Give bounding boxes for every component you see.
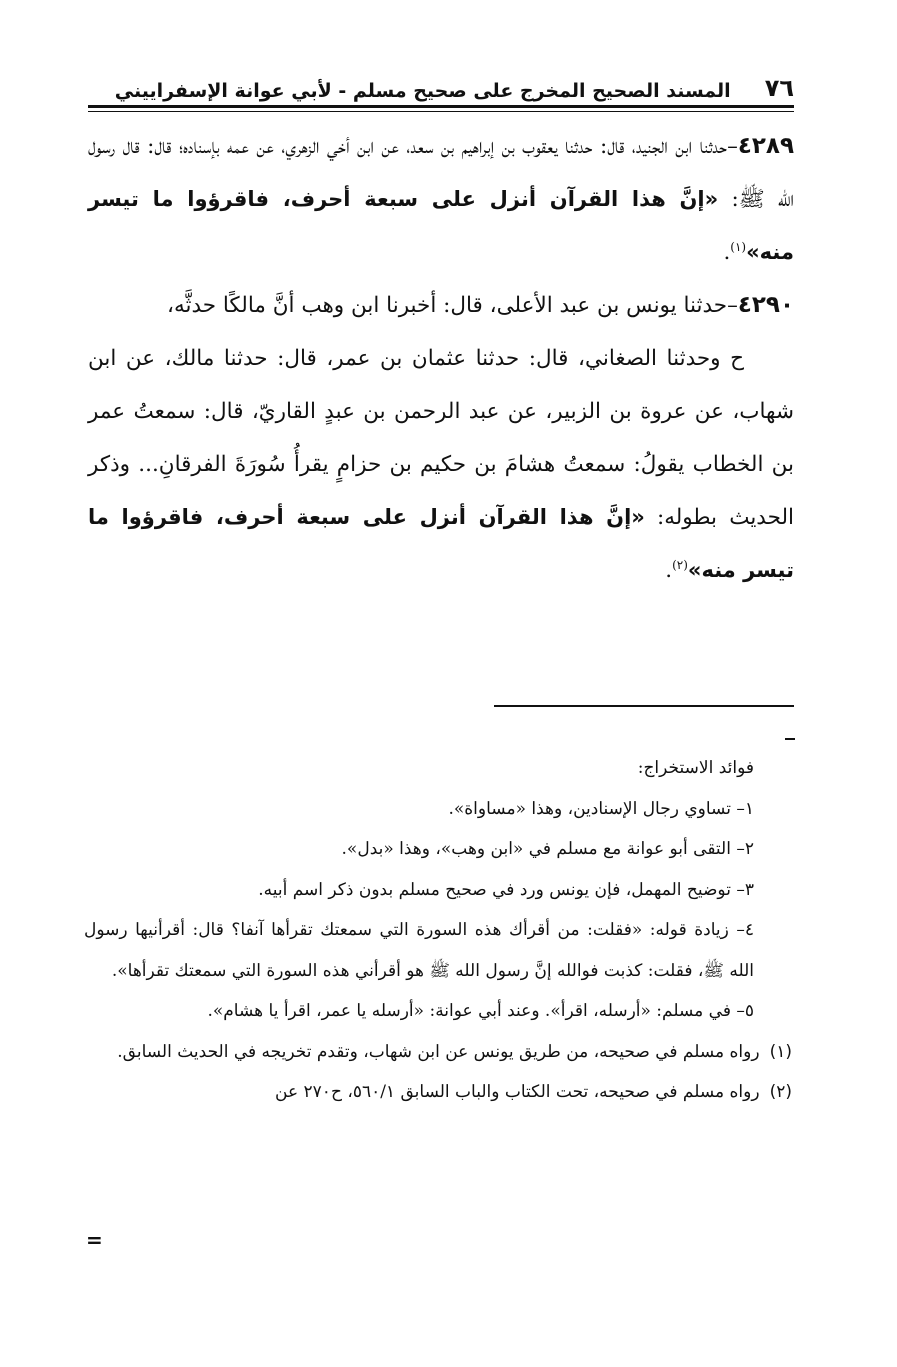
footnote-text: رواه مسلم في صحيحه، من طريق يونس عن ابن شهاب، وتقدم تخريجه في الحديث السابق. — [117, 1041, 760, 1062]
hadith-text: –حدثنا ابن الجنيد، قال: حدثنا يعقوب بن إبراهيم بن سعد، عن ابن أخي الزهري، عن عمه بإسناده؛ قال: قال رسول الله ﷺ: — [88, 134, 794, 212]
main-text — [88, 120, 794, 597]
benefit-item: ٣– توضيح المهمل، فإن يونس ورد في صحيح مسلم بدون ذكر اسم أبيه. — [258, 879, 754, 900]
hadith-end: . — [665, 558, 673, 583]
hadith-4289 — [88, 120, 794, 279]
hadith-text: ح وحدثنا الصغاني، قال: حدثنا عثمان بن عمر، قال: حدثنا مالك، عن ابن شهاب، عن عروة بن الزبير، عن عبد الرحمن بن عبدٍ القاريّ، قال: سمعتُ عمر بن الخطاب يقولُ: سمعتُ هشامَ بن حكيم بن حزامٍ يقرأُ سُورَةَ الفرقانِ... وذكر الحديث بطوله: — [88, 346, 794, 530]
footnote-number: (١) — [769, 1041, 792, 1062]
benefit-item: ٥– في مسلم: «أرسله، اقرأ». وعند أبي عوانة: «أرسله يا عمر، اقرأ يا هشام». — [207, 1001, 754, 1021]
benefit-item: ١– تساوي رجال الإسنادين، وهذا «مساواة». — [448, 798, 754, 819]
hadith-text: –حدثنا يونس بن عبد الأعلى، قال: أخبرنا ابن وهب أنَّ مالكًا حدثَّه، — [167, 293, 738, 318]
hadith-4290 — [88, 279, 794, 332]
hadith-4290-second-chain — [88, 332, 794, 597]
footnote-1 — [84, 1032, 792, 1073]
benefit-item: ٢– التقى أبو عوانة مع مسلم في «ابن وهب»، وهذا «بدل». — [341, 839, 754, 859]
notes-section — [84, 748, 792, 1113]
header-rule-thin — [88, 111, 794, 112]
running-title: المسند الصحيح المخرج على صحيح مسلم - لأبي عوانة الإسفراييني — [114, 80, 731, 102]
hadith-number: ٤٢٨٩ — [737, 133, 794, 159]
footnote-2 — [84, 1072, 792, 1113]
benefits-title: فوائد الاستخراج: — [637, 758, 754, 778]
footnote-separator — [494, 705, 794, 707]
footnote-ref[interactable]: (١) — [730, 239, 747, 254]
hadith-number: ٤٢٩٠ — [737, 292, 794, 318]
dash-mark — [785, 738, 795, 740]
continuation-mark: = — [86, 1228, 103, 1252]
footnote-ref[interactable]: (٢) — [672, 557, 688, 572]
footnote-number: (٢) — [769, 1082, 792, 1102]
hadith-quote: «إنَّ هذا القرآن أنزل على سبعة أحرف، فاقرؤوا ما تيسر منه» — [88, 187, 794, 264]
hadith-quote: «إنَّ هذا القرآن أنزل على سبعة أحرف، فاقرؤوا ما تيسر منه» — [88, 505, 794, 582]
header-rule-thick — [88, 105, 794, 108]
footnote-text: رواه مسلم في صحيحه، تحت الكتاب والباب السابق ٥٦٠/١، ح٢٧٠ عن — [275, 1082, 760, 1102]
hadith-end: . — [723, 240, 731, 265]
page-number: ٧٦ — [764, 74, 794, 102]
benefit-item: ٤– زيادة قوله: «فقلت: من أقرأك هذه السورة التي سمعتك تقرأها آنفا؟ قال: أقرأنيها رسول الله ﷺ، فقلت: كذبت فوالله إنَّ رسول الله ﷺ هو أقرأني هذه السورة التي سمعتك تقرأها». — [84, 920, 754, 981]
running-header — [88, 66, 794, 102]
